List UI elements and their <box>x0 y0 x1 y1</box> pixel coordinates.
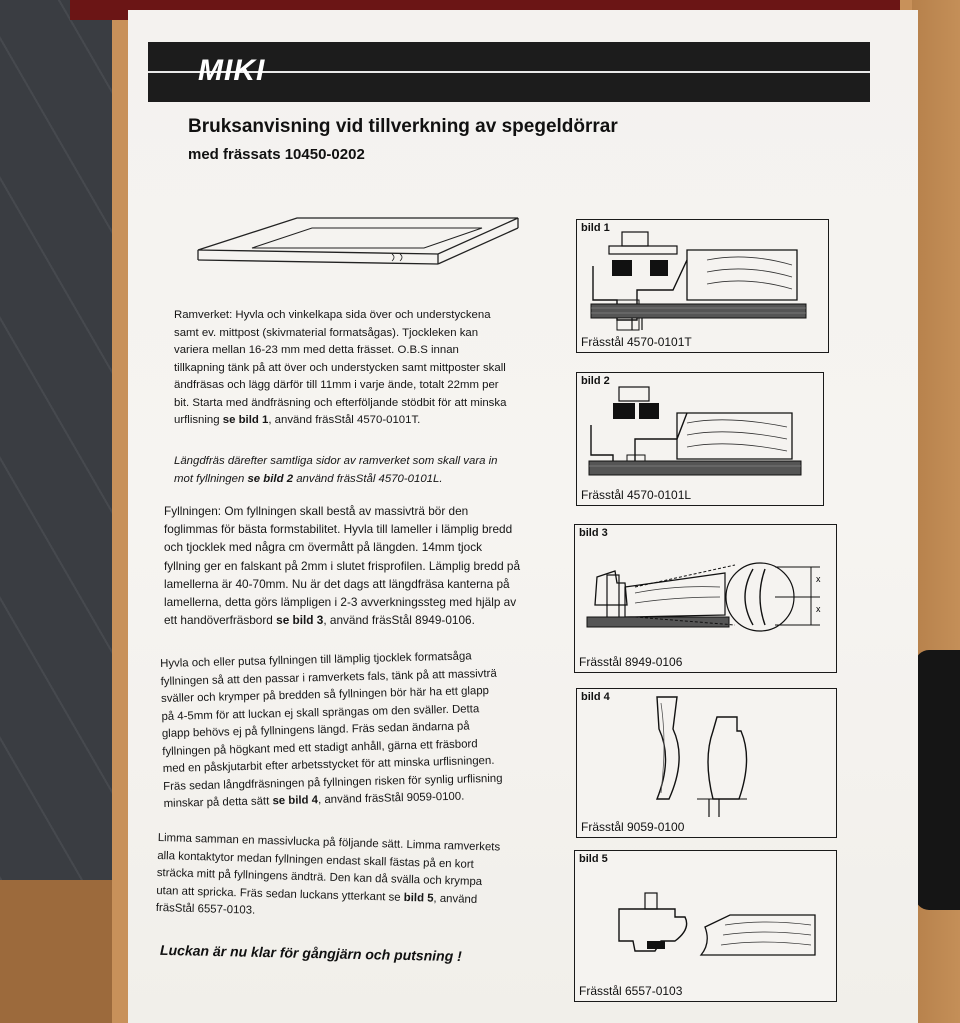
figure-5-caption: Frässtål 6557-0103 <box>579 984 683 998</box>
door-frame-illustration <box>192 214 532 274</box>
paragraph-fitting: Hyvla och eller putsa fyllningen till lämplig tjocklek formatsåga fyllningen så att den passar i ramverkets fals, tänk på att massivträ sväller och krymper på bredden så fyllningen bör här ha ett glapp på 4-5mm för att luckan ej skall sprängas om den sväller. Detta glapp behövs ej på fyllningens längd. Fräs sedan ändarna på fyllningen på högkant med ett stadigt anhåll, gärna ett fräsbord med en påskjutarbit efter arbetsstycket för att minska urflisningen. Fräs sedan långdfräsningen på fyllningen risken för synlig urflisning minskar på detta sätt se bild 4, använd fräsStål 9059-0100. <box>160 650 503 810</box>
document-title: Bruksanvisning vid tillverkning av spegeldörrar <box>188 116 618 137</box>
figure-3-mark-1: x <box>816 574 821 584</box>
figure-4 <box>576 688 837 838</box>
dark-object <box>915 650 960 910</box>
figure-1-label: bild 1 <box>581 222 610 234</box>
brand-logo: MIKI <box>198 54 266 87</box>
figure-3-label: bild 3 <box>579 527 608 539</box>
paragraph-frame: Ramverket: Hyvla och vinkelkapa sida över och understyckena samt ev. mittpost (skivmaterial formatsågas). Tjockleken kan variera mellan 16-23 mm med detta frässet. O.B.S innan tillkapning tänk på att över och understycken samt mittposter skall ändfräsas och lägg därför till 11mm i varje ände, totalt 22mm per bit. Starta med ändfräsning och efterföljande stödbit för att minska urflisning se bild 1, använd fräsStål 4570-0101T. <box>174 309 507 426</box>
figure-1-caption: Frässtål 4570-0101T <box>581 335 692 349</box>
cutter-diagram-5 <box>575 851 836 1001</box>
cutter-diagram-2 <box>577 373 823 505</box>
paragraph-lengthwise: Längdfräs därefter samtliga sidor av ramverket som skall vara in mot fyllningen se bild 2 använd fräsStål 4570-0101L. <box>174 455 498 485</box>
paragraph-panel: Fyllningen: Om fyllningen skall bestå av massivträ bör den foglimmas för bästa formstabilitet. Hyvla till lameller i lämplig bredd och tjocklek med några cm övermått på längden. 14mm tjock fyllning ger en falskant på 2mm i slutet frisprofilen. Lämplig bredd på lamellerna är 40-70mm. Nu är det dags att längdfräsa kanterna på lamellerna, detta görs lämpligen i 2-3 avverkningssteg med hjälp av ett handöverfräsbord se bild 3, använd fräsStål 8949-0106. <box>164 504 521 628</box>
brand-banner <box>148 42 870 102</box>
figure-2 <box>576 372 824 506</box>
cutter-diagram-3 <box>575 525 836 672</box>
figure-4-label: bild 4 <box>581 691 610 703</box>
figure-1 <box>576 219 829 353</box>
paragraph-assembly: Limma samman en massivlucka på följande sätt. Limma ramverkets alla kontaktytor medan fyllningen endast skall fästas på en kort sträcka mitt på fyllningens ändträ. Den kan då svälla och krympa utan att spricka. Fräs sedan luckans ytterkant se bild 5, använd fräsStål 6557-0103. <box>155 831 501 917</box>
document-subtitle: med frässats 10450-0202 <box>188 146 365 163</box>
cutter-diagram-4 <box>577 689 836 837</box>
figure-2-label: bild 2 <box>581 375 610 387</box>
cutter-diagram-1 <box>577 220 828 352</box>
figure-4-caption: Frässtål 9059-0100 <box>581 820 685 834</box>
figure-3-caption: Frässtål 8949-0106 <box>579 655 683 669</box>
figure-5 <box>574 850 837 1002</box>
figure-3-mark-2: x <box>816 604 821 614</box>
figure-5-label: bild 5 <box>579 853 608 865</box>
figure-2-caption: Frässtål 4570-0101L <box>581 488 692 502</box>
closing-line: Luckan är nu klar för gångjärn och putsning ! <box>159 941 462 965</box>
rug-background <box>0 0 120 880</box>
figure-3 <box>574 524 837 673</box>
